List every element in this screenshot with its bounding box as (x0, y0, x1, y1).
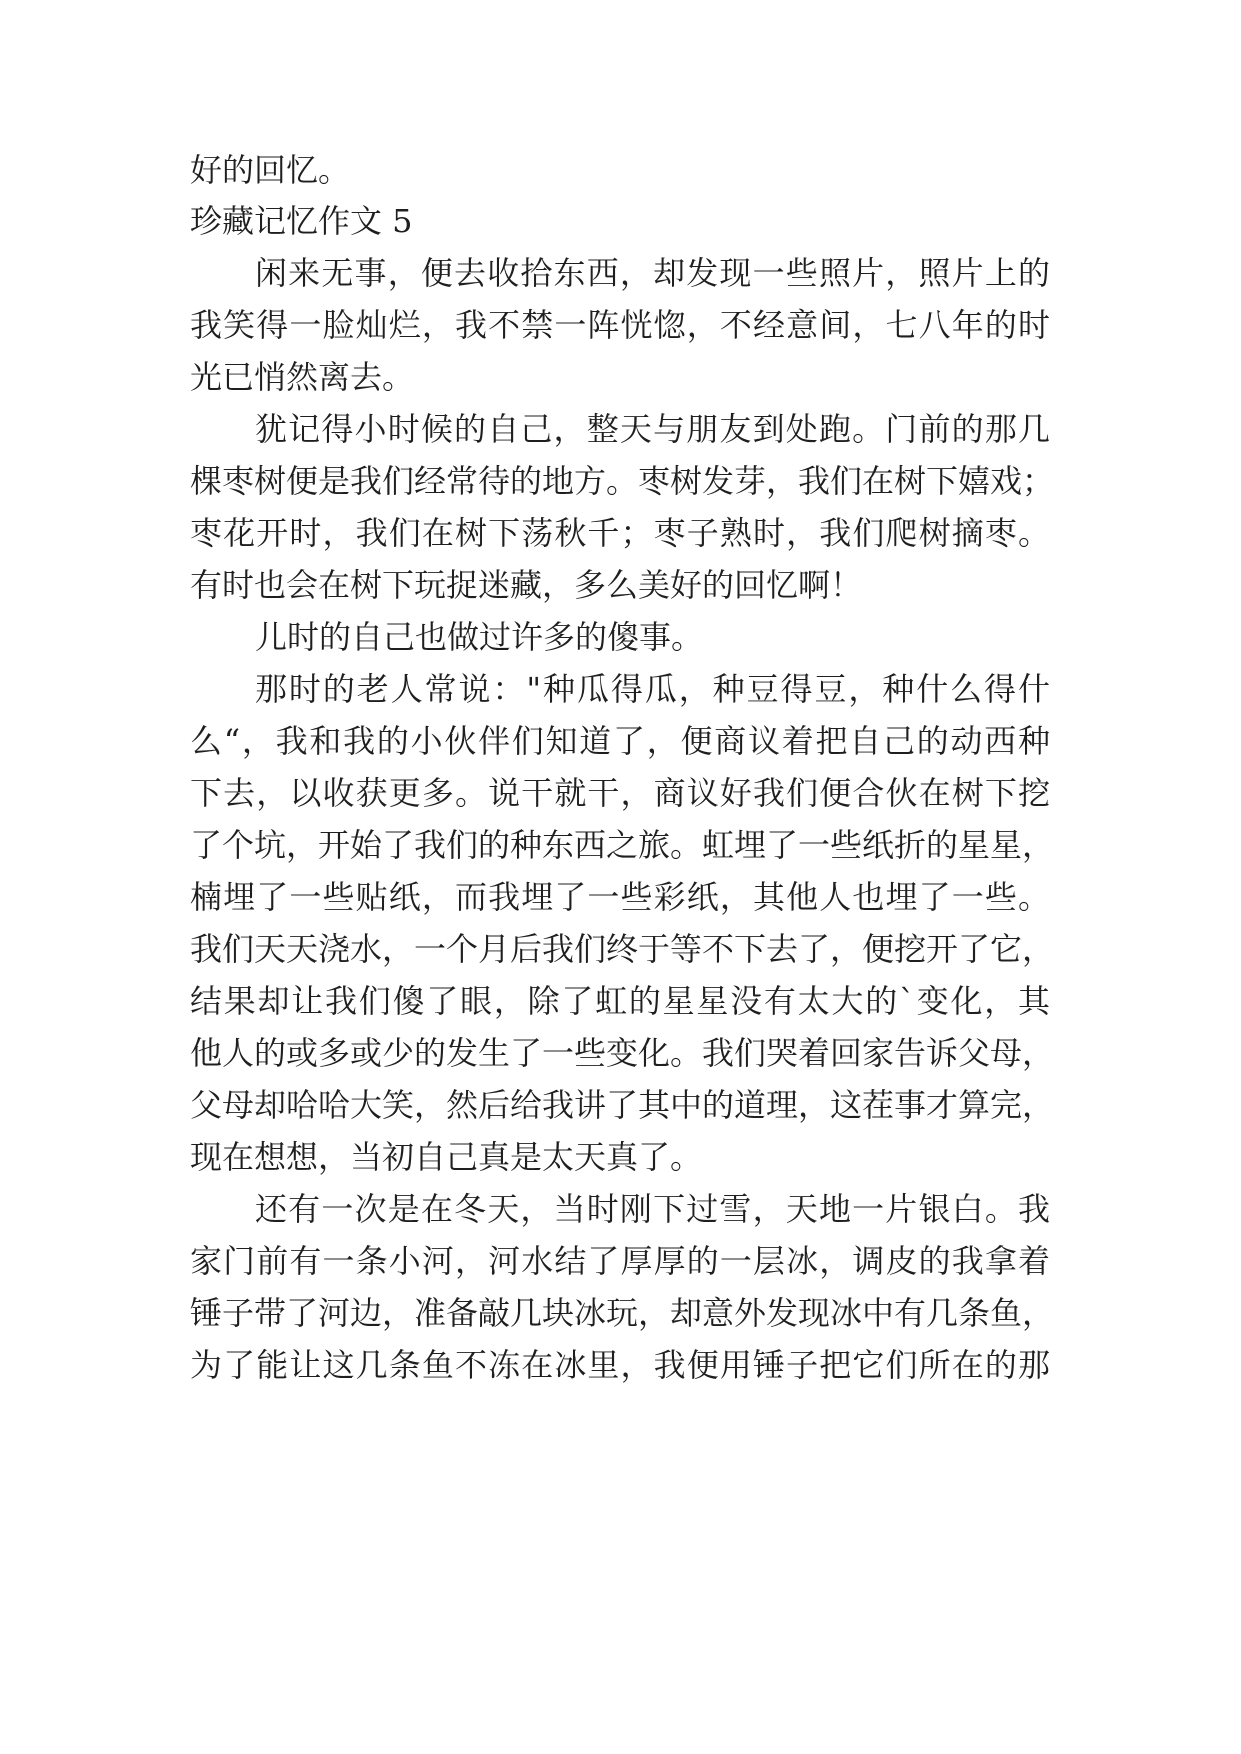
section-heading: 珍藏记忆作文 5 (190, 202, 413, 240)
text-line: 为了能让这几条鱼不冻在冰里，我便用锤子把它们所在的那 (190, 1346, 1050, 1384)
text-line: 犹记得小时候的自己，整天与朋友到处跑。门前的那几 (255, 410, 1050, 448)
text-line: 了个坑，开始了我们的种东西之旅。虹埋了一些纸折的星星， (190, 826, 1055, 864)
text-line: 楠埋了一些贴纸，而我埋了一些彩纸，其他人也埋了一些。 (190, 878, 1050, 916)
text-line: 光已悄然离去。 (190, 358, 415, 396)
text-line: 儿时的自己也做过许多的傻事。 (255, 618, 704, 656)
text-line: 家门前有一条小河，河水结了厚厚的一层冰，调皮的我拿着 (190, 1242, 1050, 1280)
text-line: 有时也会在树下玩捉迷藏，多么美好的回忆啊！ (190, 566, 863, 604)
text-line: 他人的或多或少的发生了一些变化。我们哭着回家告诉父母， (190, 1034, 1055, 1072)
text-line: 那时的老人常说："种瓜得瓜，种豆得豆，种什么得什 (255, 670, 1050, 708)
text-line: 我笑得一脸灿烂，我不禁一阵恍惚，不经意间，七八年的时 (190, 306, 1050, 344)
text-line: 好的回忆。 (190, 151, 351, 189)
text-line: 闲来无事，便去收拾东西，却发现一些照片，照片上的 (255, 254, 1050, 292)
text-line: 锤子带了河边，准备敲几块冰玩，却意外发现冰中有几条鱼， (190, 1294, 1055, 1332)
text-line: 结果却让我们傻了眼，除了虹的星星没有太大的`变化，其 (190, 982, 1050, 1020)
text-line: 棵枣树便是我们经常待的地方。枣树发芽，我们在树下嬉戏； (190, 462, 1055, 500)
text-line: 还有一次是在冬天，当时刚下过雪，天地一片银白。我 (255, 1190, 1050, 1228)
text-line: 么“，我和我的小伙伴们知道了，便商议着把自己的动西种 (190, 722, 1050, 760)
text-line: 我们天天浇水，一个月后我们终于等不下去了，便挖开了它， (190, 930, 1055, 968)
text-line: 父母却哈哈大笑，然后给我讲了其中的道理，这茬事才算完， (190, 1086, 1055, 1124)
text-line: 枣花开时，我们在树下荡秋千；枣子熟时，我们爬树摘枣。 (190, 514, 1050, 552)
text-line: 下去，以收获更多。说干就干，商议好我们便合伙在树下挖 (190, 774, 1050, 812)
text-line: 现在想想，当初自己真是太天真了。 (190, 1138, 703, 1176)
